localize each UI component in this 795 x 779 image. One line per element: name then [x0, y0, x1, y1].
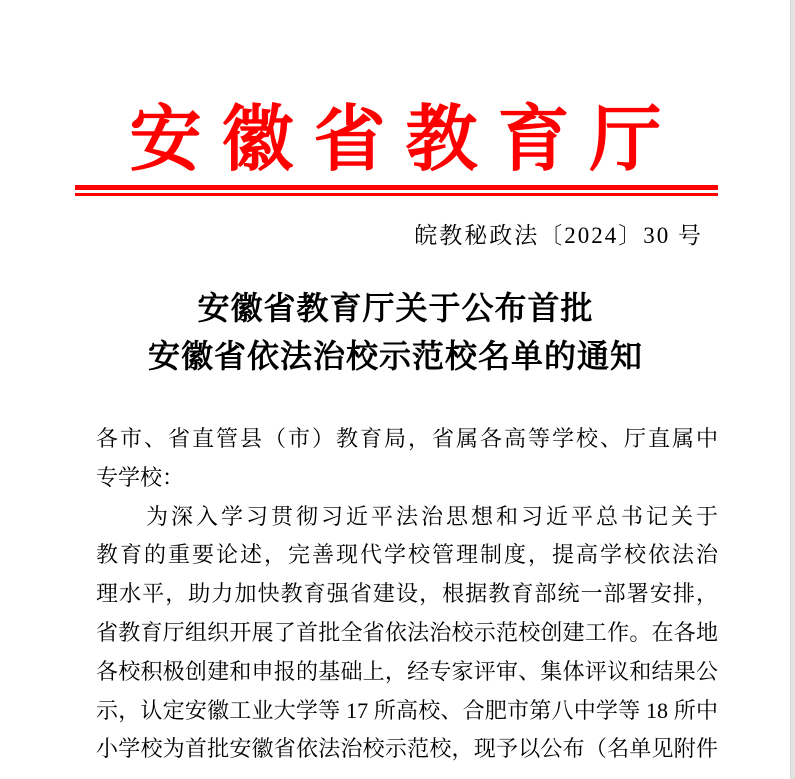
notice-title [0, 284, 791, 380]
letterhead-title: 安徽省教育厅 [129, 100, 682, 180]
notice-title-line-2: 安徽省依法治校示范校名单的通知 [147, 338, 643, 374]
letterhead-double-rule [75, 185, 718, 196]
body-line: 为深入学习贯彻习近平法治思想和习近平总书记关于 [96, 503, 718, 529]
page-edge-strip [790, 0, 795, 779]
body-line: 各市、省直管县（市）教育局，省属各高等学校、厅直属中 [96, 426, 718, 451]
doc-number: 皖教秘政法〔2024〕30 号 [414, 223, 703, 248]
rule-thick-line [75, 185, 718, 190]
body-line: 省教育厅组织开展了首批全省依法治校示范校创建工作。在各地 [96, 619, 718, 645]
body-line: 示，认定安徽工业大学等 17 所高校、合肥市第八中学等 18 所中 [96, 697, 718, 723]
body-line: 教育的重要论述，完善现代学校管理制度，提高学校依法治 [96, 542, 718, 568]
body-line: 小学校为首批安徽省依法治校示范校，现予以公布（名单见附件 [96, 736, 718, 762]
body-line: 理水平，助力加快教育强省建设，根据教育部统一部署安排， [96, 581, 718, 607]
rule-thin-line [75, 193, 718, 196]
notice-title-line-1: 安徽省教育厅关于公布首批 [197, 290, 594, 326]
body-line: 专学校： [96, 464, 185, 490]
body-line: 各校积极创建和申报的基础上，经专家评审、集体评议和结果公 [96, 658, 718, 684]
notice-body [96, 420, 718, 769]
